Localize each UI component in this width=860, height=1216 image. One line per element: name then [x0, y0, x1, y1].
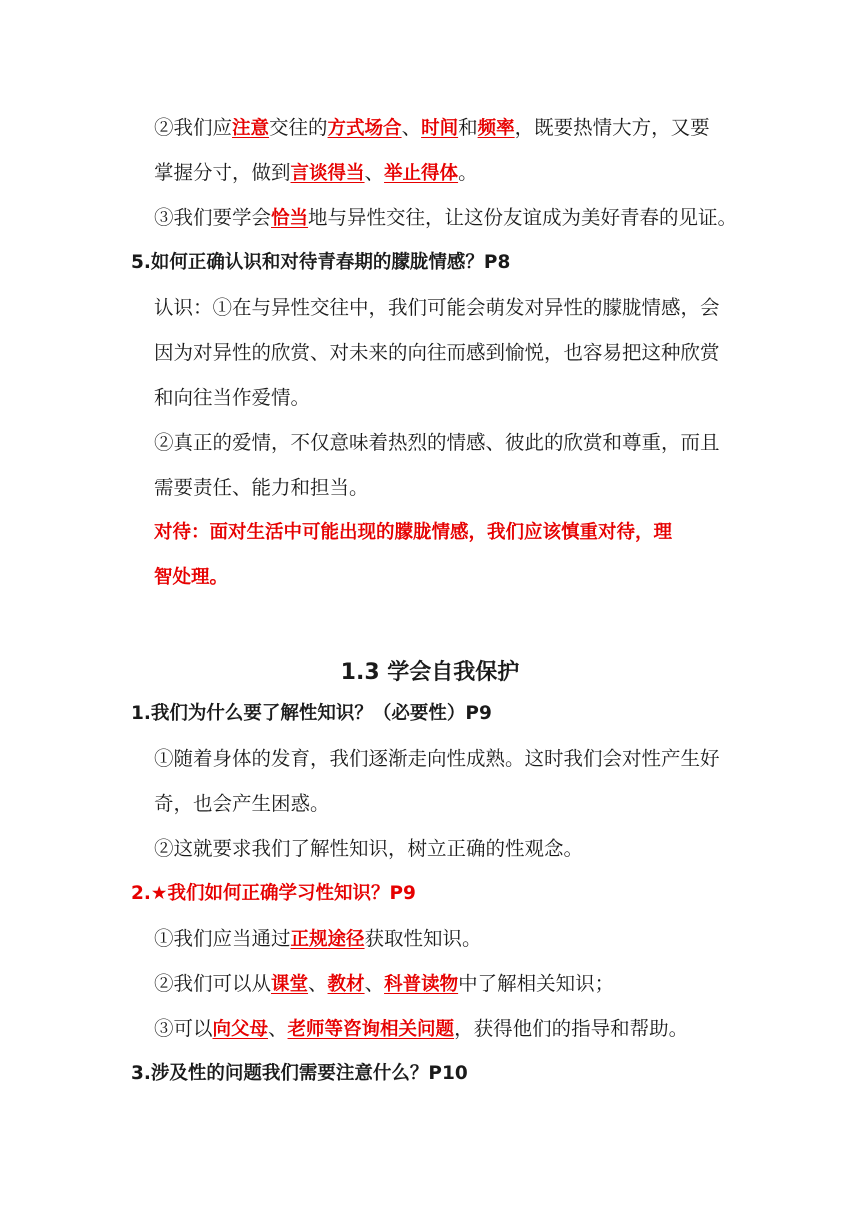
text: 、	[364, 161, 385, 184]
treatment-line: 智处理。	[154, 567, 229, 588]
text: 。	[458, 161, 478, 184]
text: 地与异性交往，让这份友谊成为美好青春的见证。	[308, 206, 738, 229]
answer-line: ①随着身体的发育，我们逐渐走向性成熟。这时我们会对性产生好	[154, 747, 720, 770]
answer-line: 奇，也会产生困惑。	[154, 792, 330, 815]
text: ，获得他们的指导和帮助。	[454, 1017, 689, 1040]
keyword: 课堂	[271, 974, 309, 995]
text: ①我们应当通过	[154, 927, 291, 950]
answer-line	[154, 927, 482, 952]
keyword: 正规途径	[290, 929, 365, 950]
keyword: 教材	[327, 974, 365, 995]
answer-line: 认识：①在与异性交往中，我们可能会萌发对异性的朦胧情感，会	[154, 296, 720, 319]
treatment-line: 对待：面对生活中可能出现的朦胧情感，我们应该慎重对待，理	[154, 522, 673, 543]
text: ③我们要学会	[154, 206, 272, 229]
text: ③可以	[154, 1017, 213, 1040]
keyword: 方式场合	[327, 118, 402, 139]
section-title: 1.3 学会自我保护	[340, 660, 520, 685]
keyword: 举止得体	[384, 163, 459, 184]
text: 中了解相关知识；	[458, 972, 615, 995]
answer-line: ②真正的爱情，不仅意味着热烈的情感、彼此的欣赏和尊重，而且	[154, 431, 720, 454]
answer-line: 因为对异性的欣赏、对未来的向往而感到愉悦，也容易把这种欣赏	[154, 341, 720, 364]
text: 获取性知识。	[364, 927, 482, 950]
text: 、	[308, 972, 328, 995]
keyword: 科普读物	[384, 974, 459, 995]
paragraph-attention	[154, 116, 710, 141]
question-heading-2: 2.★我们如何正确学习性知识？P9	[131, 883, 416, 904]
text: 和	[458, 116, 478, 139]
text: 、	[268, 1017, 288, 1040]
text: 、	[401, 116, 422, 139]
paragraph-attention-cont	[154, 161, 478, 186]
keyword: 频率	[477, 118, 515, 139]
text: ，既要热情大方，又要	[514, 116, 710, 139]
keyword: 老师等咨询相关问题	[287, 1019, 455, 1040]
answer-line: 和向往当作爱情。	[154, 386, 311, 409]
keyword: 恰当	[271, 208, 309, 229]
keyword: 时间	[421, 118, 459, 139]
question-heading-5: 5.如何正确认识和对待青春期的朦胧情感？P8	[131, 252, 511, 273]
text: 掌握分寸，做到	[154, 161, 291, 184]
text: ②我们应	[154, 116, 233, 139]
text: ②我们可以从	[154, 972, 272, 995]
answer-line	[154, 972, 614, 997]
keyword: 向父母	[212, 1019, 269, 1040]
answer-line: ②这就要求我们了解性知识，树立正确的性观念。	[154, 837, 584, 860]
text: 、	[364, 972, 385, 995]
keyword: 注意	[232, 118, 270, 139]
keyword: 言谈得当	[290, 163, 365, 184]
question-heading-1: 1.我们为什么要了解性知识？（必要性）P9	[131, 703, 492, 724]
question-heading-3: 3.涉及性的问题我们需要注意什么？P10	[131, 1063, 468, 1084]
answer-line: 需要责任、能力和担当。	[154, 476, 369, 499]
answer-line	[154, 1017, 688, 1042]
paragraph-appropriate	[154, 206, 737, 231]
text: 交往的	[269, 116, 328, 139]
